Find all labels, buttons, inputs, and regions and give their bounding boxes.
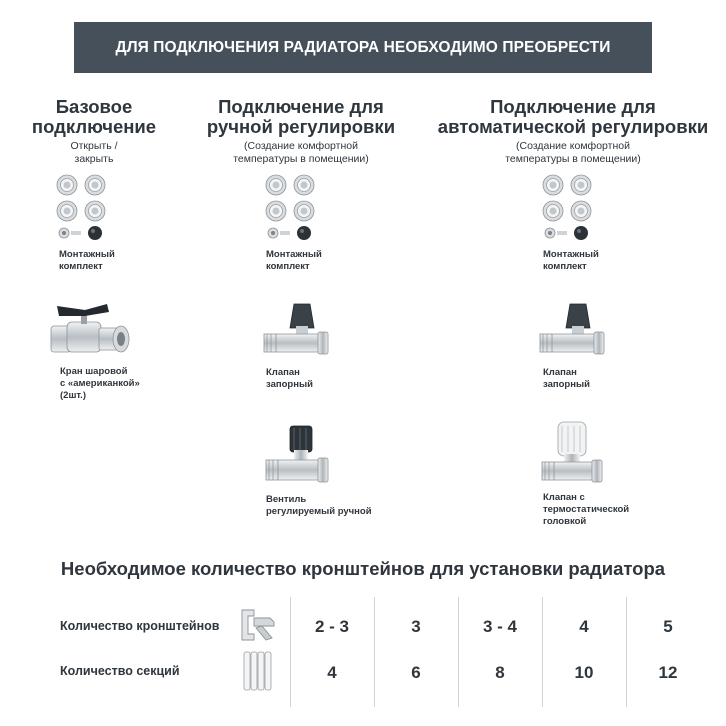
manual-shutoff-caption: Клапан запорный — [266, 367, 313, 390]
table-cell: 10 — [574, 663, 594, 682]
table-cell: 2 - 3 — [314, 617, 350, 636]
auto-mounting-kit-caption: Монтажный комплект — [543, 249, 599, 272]
column-basic-title: Базовое подключение — [31, 96, 157, 137]
manual-mounting-kit-caption: Монтажный комплект — [266, 249, 322, 272]
mounting-kit-icon — [541, 174, 605, 242]
sections-count-label: Количество секций — [60, 664, 180, 678]
column-auto-subtitle: (Создание комфортной температуры в помещении) — [505, 140, 641, 165]
brackets-count-label: Количество кронштейнов — [60, 619, 220, 633]
table-cell: 3 — [411, 617, 421, 636]
column-manual-subtitle: (Создание комфортной температуры в помещении) — [233, 140, 369, 165]
radiator-icon — [242, 650, 274, 692]
table-divider — [542, 597, 543, 707]
brackets-title: Необходимое количество кронштейнов для установки радиатора — [60, 558, 666, 579]
shutoff-valve-icon — [262, 300, 330, 362]
table-divider — [626, 597, 627, 707]
table-divider — [458, 597, 459, 707]
table-cell: 4 — [327, 663, 337, 682]
mounting-kit-icon — [55, 174, 119, 242]
auto-shutoff-caption: Клапан запорный — [543, 367, 590, 390]
manual-valve-icon — [262, 420, 330, 488]
column-manual-title: Подключение для ручной регулировки — [206, 96, 396, 137]
table-cell: 12 — [658, 663, 678, 682]
table-cell: 4 — [579, 617, 589, 636]
table-divider — [290, 597, 291, 707]
ball-valve-caption: Кран шаровой с «американкой» (2шт.) — [60, 366, 140, 401]
banner-title: ДЛЯ ПОДКЛЮЧЕНИЯ РАДИАТОРА НЕОБХОДИМО ПРЕОБРЕСТИ — [115, 38, 611, 56]
thermostatic-valve-caption: Клапан с термостатической головкой — [543, 492, 630, 527]
table-cell: 6 — [411, 663, 421, 682]
table-cell: 3 - 4 — [482, 617, 518, 636]
mounting-kit-icon — [264, 174, 328, 242]
header-banner — [74, 22, 652, 73]
shutoff-valve-icon — [538, 300, 606, 362]
table-cell: 8 — [495, 663, 505, 682]
column-auto-title: Подключение для автоматической регулировки — [437, 96, 709, 137]
bracket-icon — [236, 604, 278, 644]
ball-valve-icon — [45, 302, 131, 360]
table-cell: 5 — [663, 617, 673, 636]
basic-mounting-kit-caption: Монтажный комплект — [59, 249, 115, 272]
table-divider — [374, 597, 375, 707]
column-basic-subtitle: Открыть / закрыть — [70, 140, 118, 165]
thermostatic-valve-icon — [538, 418, 606, 486]
manual-valve-caption: Вентиль регулируемый ручной — [266, 494, 372, 517]
